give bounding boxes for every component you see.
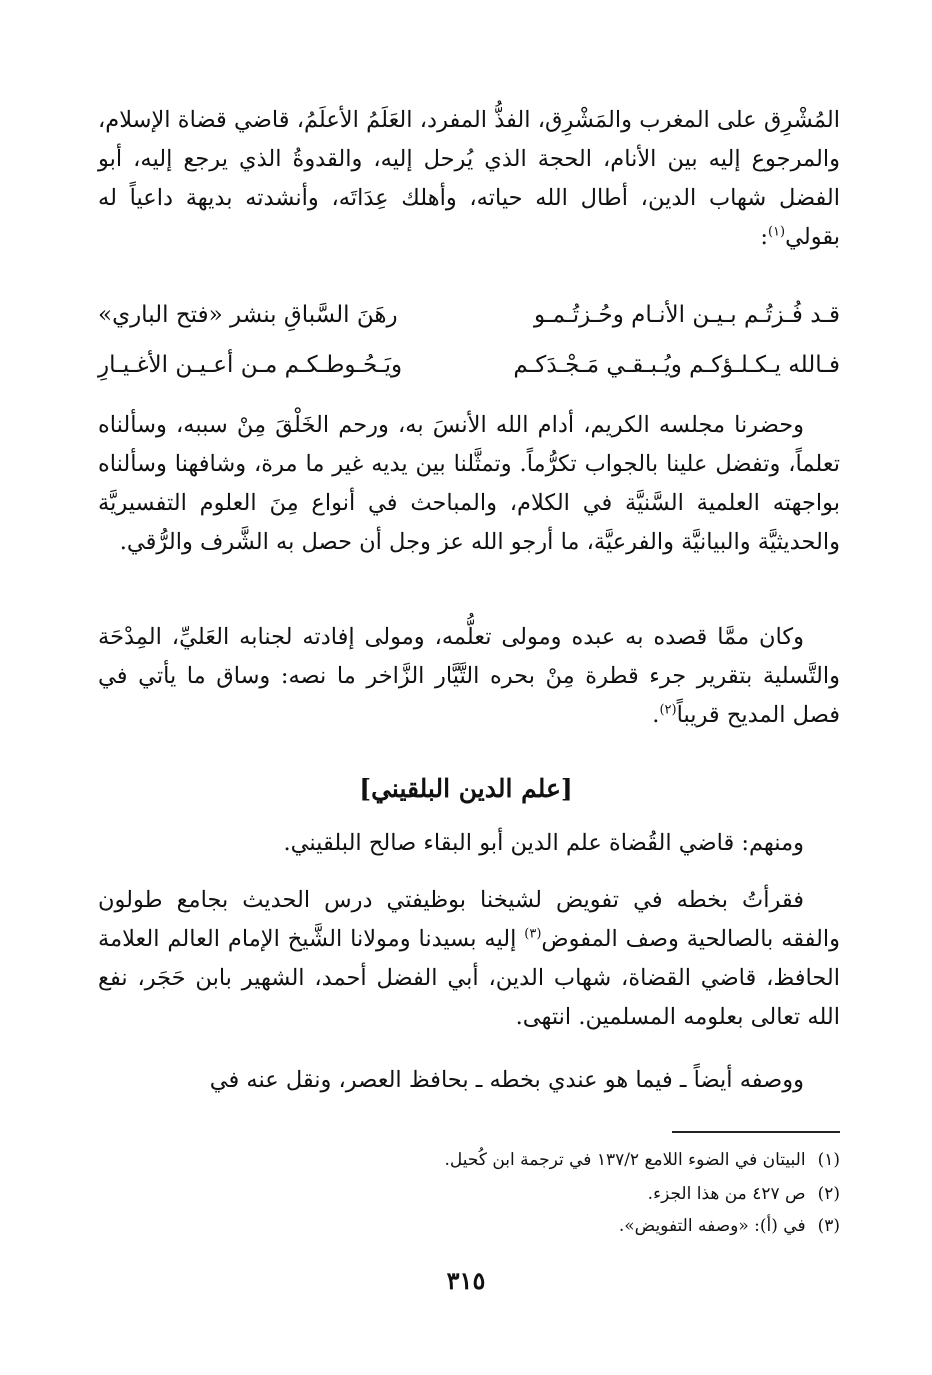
paragraph-majlis — [98, 406, 840, 562]
punctuation: : — [760, 224, 768, 250]
footnote-number: (١) — [817, 1150, 840, 1170]
footnote-1 — [98, 1146, 840, 1174]
paragraph-text: وحضرنا مجلسه الكريم، أدام الله الأنسَ به، ورحم الخَلْقَ مِنْ سببه، وسألناه تعلماً، وتفضل علينا بالجواب تكرُّماً. وتمثَّلنا بين يديه غير ما مرة، وشافهنا وسألناه بواجهته العلمية السَّنيَّة في الكلام، والمباحث في أنواع مِنَ العلوم التفسيريَّة والحديثيَّة والبيانيَّة والفرعيَّة، ما أرجو الله عز وجل أن حصل به الشَّرف والرُّقي. — [98, 412, 840, 555]
verse-hemistich-first: قـد فُـزتُـم بـيـن الأنـام وحُـزتُـمـو — [534, 302, 840, 328]
footnote-number: (٣) — [817, 1216, 840, 1236]
verse-line-1 — [98, 295, 840, 335]
footnote-ref-3: (٣) — [524, 926, 542, 942]
verse-hemistich-first: فـالله يـكـلـؤكـم ويُـبـقـي مَـجْـدَكـم — [513, 352, 840, 378]
footnote-3 — [98, 1212, 840, 1240]
footnote-ref-2: (٢) — [659, 702, 677, 718]
footnote-text: ص ٤٢٧ من هذا الجزء. — [647, 1184, 806, 1204]
paragraph-text: إليه بسيدنا ومولانا الشَّيخ الإمام العالم العلامة الحافظ، قاضي القضاة، شهاب الدين، أبي الفضل أحمد، الشهير بابن حَجَر، نفع الله تعالى بعلومه المسلمين. انتهى. — [98, 926, 840, 1030]
paragraph-wasafahu — [98, 1061, 840, 1100]
paragraph-intro — [98, 101, 840, 257]
footnote-number: (٢) — [817, 1184, 840, 1204]
footnote-2 — [98, 1180, 840, 1208]
verse-line-2 — [98, 345, 840, 385]
page-number: ٣١٥ — [446, 1266, 486, 1295]
footnote-text: البيتان في الضوء اللامع ١٣٧/٢ في ترجمة ابن كُحيل. — [444, 1150, 806, 1170]
section-heading: [علم الدين البلقيني] — [359, 774, 573, 803]
paragraph-text: فقرأتُ بخطه في تفويض لشيخنا بوظيفتي درس الحديث بجامع طولون والفقه بالصالحية وصف المفوض — [98, 887, 840, 952]
verse-hemistich-second: ويَـحُـوطـكـم مـن أعـيـن الأغـيـارِ — [98, 352, 403, 378]
paragraph-text: المُشْرِق على المغرب والمَشْرِق، الفذُّ المفرد، العَلَمُ الأعلَمُ، قاضي قضاة الإسلام، والمرجوع إليه بين الأنام، الحجة الذي يُرحل إليه، والقدوةُ الذي يرجع إليه، أبو الفضل شهاب الدين، أطال الله حياته، وأهلك عِدَاتَه، وأنشدته بديهة داعياً له بقولي — [98, 107, 840, 250]
paragraph-text: وكان ممَّا قصده به عبده ومولى تعلُّمه، ومولى إفادته لجنابه العَليِّ، المِدْحَة والتَّسلية بتقرير جرء قطرة مِنْ بحره التَّيَّار الزَّاخر ما نصه: وساق ما يأتي في فصل المديح قريباً — [98, 624, 840, 728]
paragraph-minhum — [98, 824, 840, 863]
footnote-text: في (أ): «وصفه التفويض». — [618, 1216, 806, 1236]
paragraph-tafwid — [98, 881, 840, 1037]
footnote-separator — [672, 1131, 840, 1133]
paragraph-madih — [98, 618, 840, 735]
paragraph-text: ووصفه أيضاً ـ فيما هو عندي بخطه ـ بحافظ العصر، ونقل عنه في — [209, 1067, 804, 1093]
punctuation: . — [652, 702, 660, 728]
footnote-ref-1: (١) — [767, 224, 786, 240]
paragraph-text: ومنهم: قاضي القُضاة علم الدين أبو البقاء صالح البلقيني. — [283, 830, 804, 856]
verse-hemistich-second: رهَنَ السَّباقِ بنشر «فتح الباري» — [98, 302, 398, 328]
